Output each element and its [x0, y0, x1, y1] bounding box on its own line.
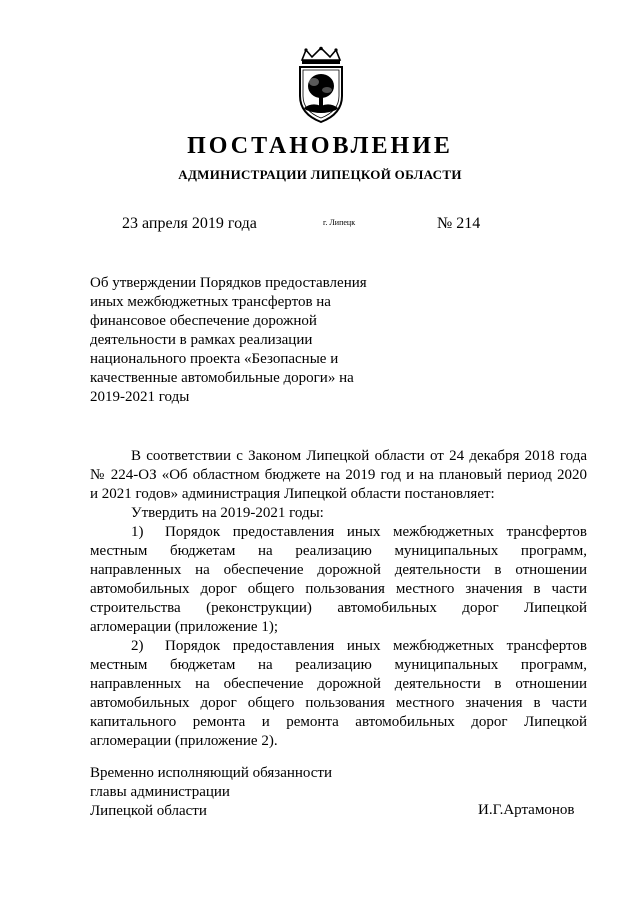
- item-1-last-line: агломерации (приложение 1);: [90, 619, 278, 635]
- item-1-line: строительства (реконструкции) автомобильных дорог Липецкой: [90, 600, 587, 616]
- signatory-position-line: Временно исполняющий обязанности: [90, 765, 333, 781]
- heading-line: 2019-2021 годы: [90, 389, 190, 405]
- item-2-number: 2): [131, 638, 144, 654]
- heading-line: финансовое обеспечение дорожной: [90, 313, 317, 329]
- heading-line: национального проекта «Безопасные и: [90, 351, 339, 367]
- item-1-line: автомобильных дорог общего пользования местного значения в части: [90, 581, 587, 597]
- item-2-line: автомобильных дорог общего пользования местного значения в части: [90, 695, 587, 711]
- item-1-line: направленных на обеспечение дорожной деятельности в отношении: [90, 562, 587, 578]
- document-body: [90, 447, 587, 751]
- item-1-number: 1): [131, 524, 144, 540]
- item-2-last-line: агломерации (приложение 2).: [90, 733, 278, 749]
- item-1-line: местным бюджетам на реализацию муниципальных программ,: [90, 543, 587, 559]
- heading-line: Об утверждении Порядков предоставления: [90, 275, 367, 291]
- item-2-line: местным бюджетам на реализацию муниципальных программ,: [90, 657, 587, 673]
- heading-line: деятельности в рамках реализации: [90, 332, 313, 348]
- signatory-position-line: Липецкой области: [90, 803, 207, 819]
- signatory-name: И.Г.Артамонов: [478, 802, 575, 818]
- document-date: 23 апреля 2019 года: [122, 215, 257, 232]
- document-title: ПОСТАНОВЛЕНИЕ: [187, 133, 453, 159]
- lipetsk-coat-of-arms-icon: [290, 46, 352, 124]
- item-2-text: Порядок предоставления иных межбюджетных трансфертов: [165, 638, 587, 654]
- document-number: № 214: [437, 215, 481, 232]
- item-1-first-line: [90, 523, 587, 542]
- signatory-position-line: главы администрации: [90, 784, 230, 800]
- signatory-position: [90, 764, 332, 821]
- item-1-text: Порядок предоставления иных межбюджетных трансфертов: [165, 524, 587, 540]
- item-2-line: направленных на обеспечение дорожной деятельности в отношении: [90, 676, 587, 692]
- issuing-authority: АДМИНИСТРАЦИИ ЛИПЕЦКОЙ ОБЛАСТИ: [178, 167, 462, 182]
- heading-line: иных межбюджетных трансфертов на: [90, 294, 331, 310]
- preamble-line: № 224-ОЗ «Об областном бюджете на 2019 год и на плановый период 2020: [90, 467, 587, 483]
- item-2-first-line: [90, 637, 587, 656]
- document-heading: [90, 274, 390, 407]
- item-2-line: капитального ремонта и ремонта автомобильных дорог Липецкой: [90, 714, 587, 730]
- preamble-line: и 2021 годов» администрация Липецкой области постановляет:: [90, 486, 495, 502]
- approve-line: Утвердить на 2019-2021 годы:: [131, 505, 324, 521]
- document-city: г. Липецк: [323, 218, 356, 227]
- preamble-line: В соответствии с Законом Липецкой области от 24 декабря 2018 года: [131, 448, 587, 464]
- heading-line: качественные автомобильные дороги» на: [90, 370, 354, 386]
